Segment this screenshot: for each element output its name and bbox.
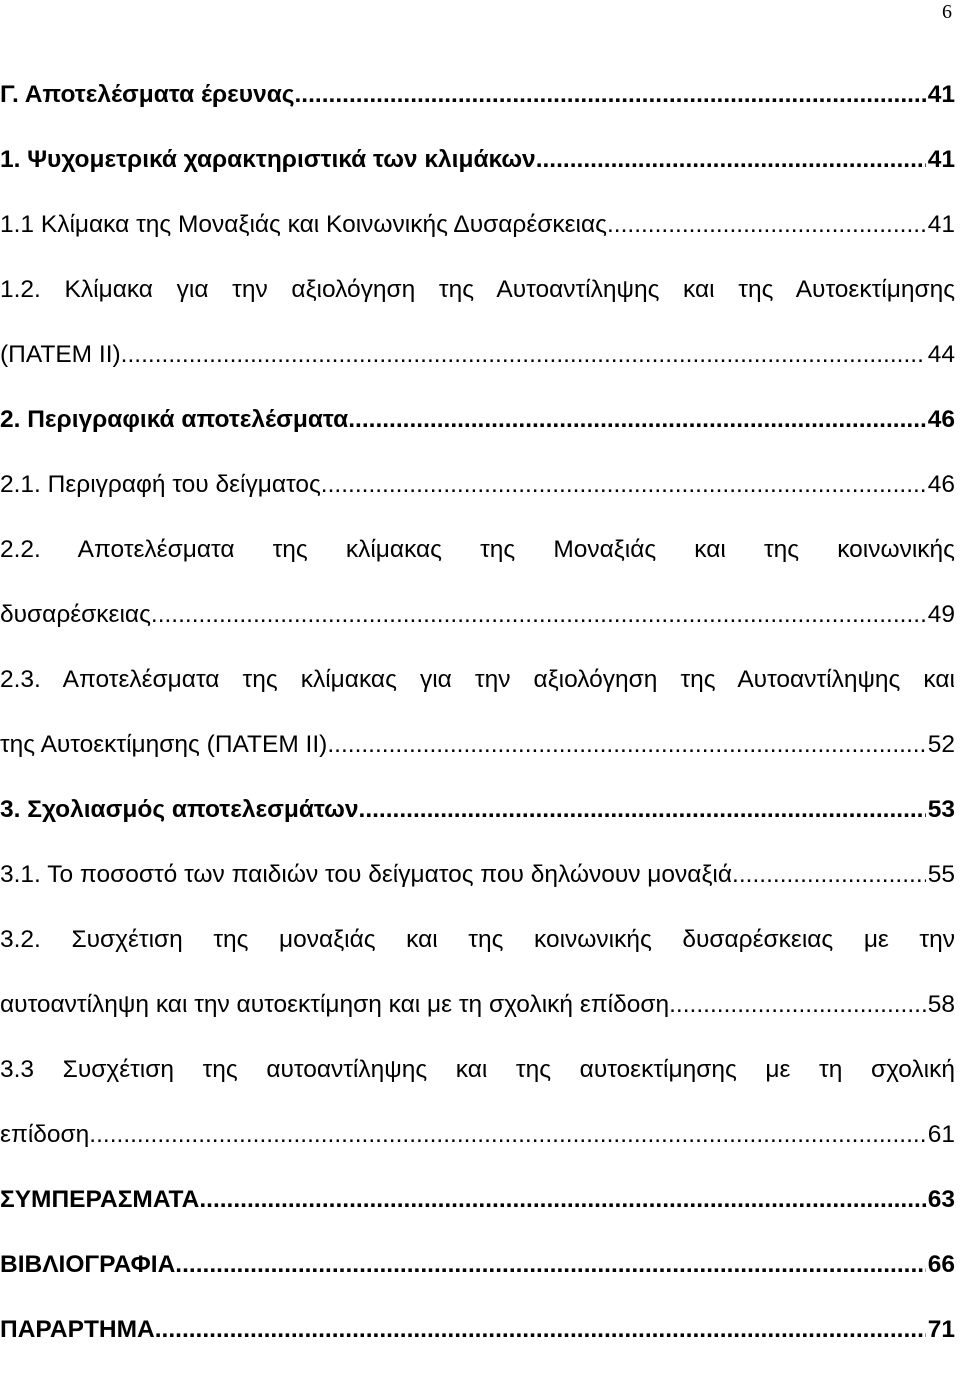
line-gap	[0, 1024, 955, 1051]
toc-entry-title: ΠΑΡΑΡΤΗΜΑ	[0, 1316, 155, 1343]
toc-entry-page-number: 49	[927, 601, 955, 628]
toc-entry-page-number: 52	[927, 731, 955, 758]
page-number: 6	[942, 1, 952, 23]
line-gap	[0, 1219, 955, 1246]
toc-entry-first-line: 2.3. Αποτελέσματα της κλίμακας για την αξιολόγηση της Αυτοαντίληψης και	[0, 666, 955, 693]
dot-leader	[199, 1181, 925, 1219]
toc-entry-page-number: 71	[927, 1316, 955, 1343]
toc-entry-first-line: 1.2. Κλίμακα για την αξιολόγηση της Αυτοαντίληψης και της Αυτοεκτίμησης	[0, 276, 955, 303]
table-of-contents	[0, 76, 955, 1376]
toc-entry-first-line: 3.2. Συσχέτιση της μοναξιάς και της κοινωνικής δυσαρέσκειας με την	[0, 926, 955, 953]
toc-entry-title: 1. Ψυχομετρικά χαρακτηριστικά των κλιμάκων	[0, 146, 536, 173]
dot-leader	[327, 726, 925, 764]
toc-entry-title: 1.1 Κλίμακα της Μοναξιάς και Κοινωνικής Δυσαρέσκειας	[0, 211, 607, 238]
toc-entry-title: 3.1. Το ποσοστό των παιδιών του δείγματος που δηλώνουν μοναξιά	[0, 861, 733, 888]
toc-entry-page-number: 61	[927, 1121, 955, 1148]
dot-leader	[359, 791, 926, 829]
toc-entry-title: της Αυτοεκτίμησης (ΠΑΤΕΜ ΙΙ)	[0, 731, 328, 758]
toc-entry-title: 2. Περιγραφικά αποτελέσματα	[0, 406, 349, 433]
toc-entry[interactable]	[0, 1246, 955, 1284]
dot-leader	[348, 401, 926, 439]
toc-entry-page-number: 53	[927, 796, 955, 823]
toc-entry[interactable]	[0, 986, 955, 1024]
toc-entry-title: ΒΙΒΛΙΟΓΡΑΦΙΑ	[0, 1251, 176, 1278]
dot-leader	[89, 1116, 925, 1154]
toc-entry[interactable]	[0, 206, 955, 244]
line-gap	[0, 504, 955, 531]
toc-entry-page-number: 58	[927, 991, 955, 1018]
toc-entry-first-line: 2.2. Αποτελέσματα της κλίμακας της Μοναξιάς και της κοινωνικής	[0, 536, 955, 563]
toc-entry[interactable]	[0, 1311, 955, 1349]
line-gap	[0, 764, 955, 791]
toc-entry-page-number: 63	[927, 1186, 955, 1213]
dot-leader	[295, 76, 926, 114]
toc-entry-title: 3. Σχολιασμός αποτελεσμάτων	[0, 796, 359, 823]
line-gap	[0, 894, 955, 921]
toc-entry[interactable]	[0, 401, 955, 439]
toc-entry-title: (ΠΑΤΕΜ ΙΙ)	[0, 341, 121, 368]
toc-entry[interactable]	[0, 336, 955, 374]
line-gap	[0, 374, 955, 401]
dot-leader	[669, 986, 926, 1024]
toc-entry[interactable]	[0, 1116, 955, 1154]
toc-entry[interactable]	[0, 1181, 955, 1219]
toc-entry[interactable]	[0, 856, 955, 894]
toc-entry-title: ΣΥΜΠΕΡΑΣΜΑΤΑ	[0, 1186, 200, 1213]
line-gap	[0, 1284, 955, 1311]
line-gap	[0, 1154, 955, 1181]
dot-leader	[155, 1311, 926, 1349]
dot-leader	[607, 206, 926, 244]
line-gap	[0, 829, 955, 856]
dot-leader	[175, 1246, 925, 1284]
toc-entry[interactable]	[0, 141, 955, 179]
line-gap	[0, 1349, 955, 1376]
toc-entry-page-number: 44	[927, 341, 955, 368]
toc-entry-page-number: 55	[927, 861, 955, 888]
toc-entry-title: Γ. Αποτελέσματα έρευνας	[0, 81, 295, 108]
toc-entry-page-number: 41	[927, 146, 955, 173]
dot-leader	[151, 596, 926, 634]
toc-entry-first-line: 3.3 Συσχέτιση της αυτοαντίληψης και της αυτοεκτίμησης με τη σχολική	[0, 1056, 955, 1083]
toc-entry[interactable]	[0, 726, 955, 764]
toc-entry-page-number: 46	[927, 471, 955, 498]
dot-leader	[121, 336, 926, 374]
toc-entry-page-number: 41	[927, 81, 955, 108]
line-gap	[0, 634, 955, 661]
toc-entry-title: επίδοση	[0, 1121, 90, 1148]
line-gap	[0, 114, 955, 141]
dot-leader	[732, 856, 926, 894]
line-gap	[0, 244, 955, 271]
toc-entry-page-number: 66	[927, 1251, 955, 1278]
toc-entry[interactable]	[0, 791, 955, 829]
toc-entry-page-number: 41	[927, 211, 955, 238]
toc-entry[interactable]	[0, 466, 955, 504]
toc-entry-title: δυσαρέσκειας	[0, 601, 151, 628]
toc-entry[interactable]	[0, 596, 955, 634]
toc-entry-title: αυτοαντίληψη και την αυτοεκτίμηση και με τη σχολική επίδοση	[0, 991, 670, 1018]
toc-entry-page-number: 46	[927, 406, 955, 433]
dot-leader	[321, 466, 926, 504]
toc-entry[interactable]	[0, 76, 955, 114]
line-gap	[0, 179, 955, 206]
toc-entry-title: 2.1. Περιγραφή του δείγματος	[0, 471, 321, 498]
line-gap	[0, 439, 955, 466]
dot-leader	[536, 141, 926, 179]
